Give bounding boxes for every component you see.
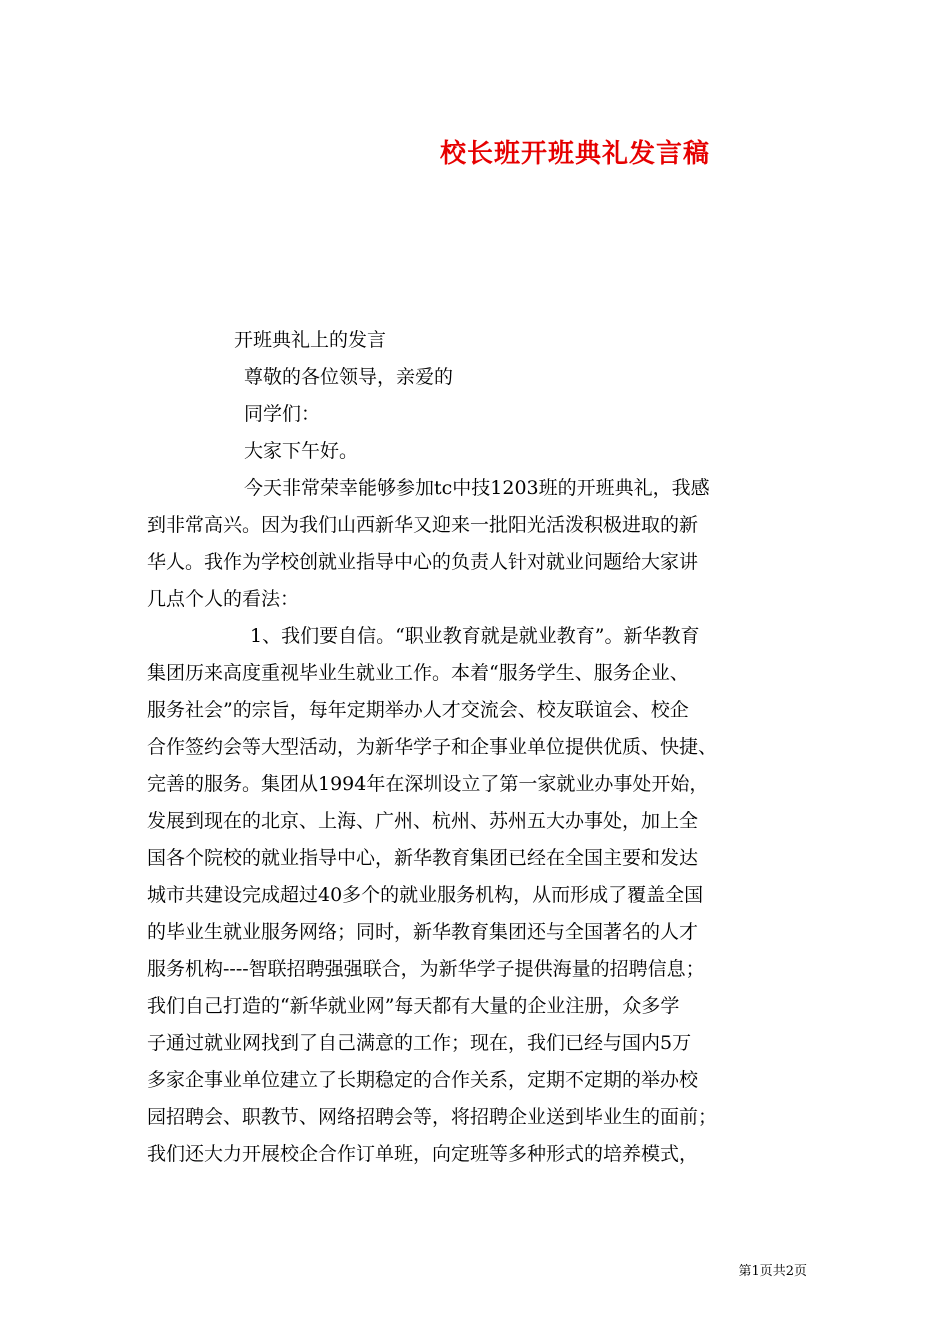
paragraph-line: 的毕业生就业服务网络；同时，新华教育集团还与全国著名的人才: [147, 921, 699, 943]
paragraph-line: 到非常高兴。因为我们山西新华又迎来一批阳光活泼积极进取的新: [147, 514, 699, 536]
salutation-line-1: 尊敬的各位领导，亲爱的: [244, 366, 454, 388]
paragraph-1: [147, 470, 807, 618]
paragraph-line: 子通过就业网找到了自己满意的工作；现在，我们已经与国内5万: [147, 1032, 692, 1054]
paragraph-line: 服务社会”的宗旨，每年定期举办人才交流会、校友联谊会、校企: [147, 699, 689, 721]
document-body: [147, 322, 807, 1173]
paragraph-line: 1、我们要自信。“职业教育就是就业教育”。新华教育: [250, 625, 700, 647]
paragraph-line: 发展到现在的北京、上海、广州、杭州、苏州五大办事处，加上全: [147, 810, 699, 832]
greeting-line: 大家下午好。: [244, 440, 359, 462]
paragraph-line: 园招聘会、职教节、网络招聘会等，将招聘企业送到毕业生的面前；: [147, 1106, 718, 1128]
paragraph-line: 集团历来高度重视毕业生就业工作。本着“服务学生、服务企业、: [147, 662, 689, 684]
paragraph-line: 国各个院校的就业指导中心，新华教育集团已经在全国主要和发达: [147, 847, 699, 869]
paragraph-line: 服务机构----智联招聘强强联合，为新华学子提供海量的招聘信息；: [147, 958, 705, 980]
page-footer: 第1页共2页: [738, 1264, 807, 1279]
document-title: 校长班开班典礼发言稿: [439, 139, 710, 169]
heading-line: 开班典礼上的发言: [234, 329, 387, 351]
paragraph-2: [147, 618, 807, 1173]
paragraph-line: 合作签约会等大型活动，为新华学子和企事业单位提供优质、快捷、: [147, 736, 718, 758]
paragraph-line: 多家企事业单位建立了长期稳定的合作关系，定期不定期的举办校: [147, 1069, 699, 1091]
paragraph-line: 我们自己打造的“新华就业网”每天都有大量的企业注册，众多学: [147, 995, 680, 1017]
paragraph-line: 今天非常荣幸能够参加tc中技1203班的开班典礼，我感: [244, 477, 710, 499]
salutation-line-2: 同学们：: [244, 403, 321, 425]
paragraph-line: 华人。我作为学校创就业指导中心的负责人针对就业问题给大家讲: [147, 551, 699, 573]
paragraph-line: 几点个人的看法：: [147, 588, 300, 610]
paragraph-line: 城市共建设完成超过40多个的就业服务机构，从而形成了覆盖全国: [147, 884, 704, 906]
paragraph-line: 完善的服务。集团从1994年在深圳设立了第一家就业办事处开始，: [147, 773, 709, 795]
paragraph-line: 我们还大力开展校企合作订单班，向定班等多种形式的培养模式，: [147, 1143, 699, 1165]
